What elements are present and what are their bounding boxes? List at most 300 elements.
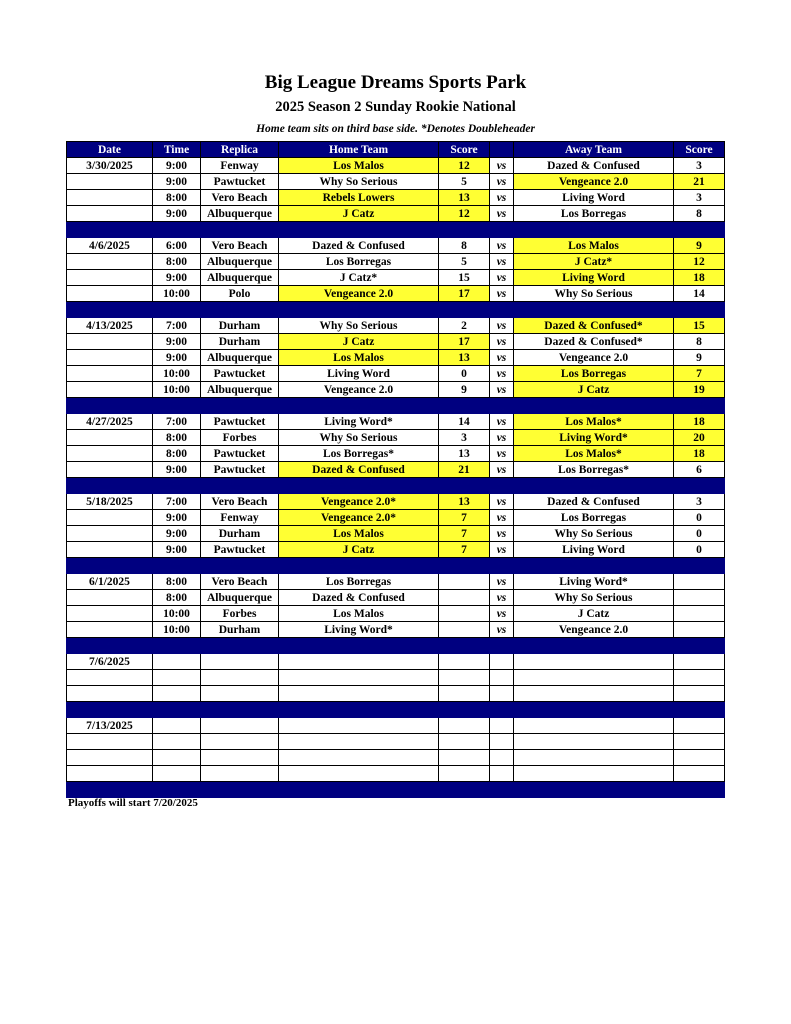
- home-team-cell: [279, 654, 439, 670]
- col-vs: [490, 142, 514, 158]
- table-row: [67, 366, 725, 382]
- replica-cell: [201, 734, 279, 750]
- week-separator: [67, 478, 725, 494]
- replica-cell: [201, 766, 279, 782]
- away-score-cell: 18: [674, 270, 725, 286]
- date-cell: [67, 430, 153, 446]
- replica-cell: Albuquerque: [201, 254, 279, 270]
- home-score-cell: 5: [439, 174, 490, 190]
- table-row: [67, 350, 725, 366]
- home-team-cell: Living Word*: [279, 622, 439, 638]
- date-cell: [67, 270, 153, 286]
- date-cell: [67, 366, 153, 382]
- away-score-cell: 18: [674, 446, 725, 462]
- away-team-cell: [514, 766, 674, 782]
- home-score-cell: 13: [439, 350, 490, 366]
- vs-cell: [490, 734, 514, 750]
- home-team-cell: Why So Serious: [279, 174, 439, 190]
- away-score-cell: [674, 686, 725, 702]
- replica-cell: Vero Beach: [201, 190, 279, 206]
- away-team-cell: [514, 718, 674, 734]
- home-team-cell: Vengeance 2.0: [279, 286, 439, 302]
- away-score-cell: 3: [674, 158, 725, 174]
- vs-cell: vs: [490, 526, 514, 542]
- time-cell: 8:00: [153, 254, 201, 270]
- home-team-cell: Dazed & Confused: [279, 590, 439, 606]
- home-team-cell: Vengeance 2.0: [279, 382, 439, 398]
- date-cell: [67, 510, 153, 526]
- replica-cell: Vero Beach: [201, 238, 279, 254]
- replica-cell: Albuquerque: [201, 270, 279, 286]
- replica-cell: Albuquerque: [201, 590, 279, 606]
- table-row: [67, 766, 725, 782]
- away-score-cell: 3: [674, 190, 725, 206]
- home-team-cell: J Catz: [279, 206, 439, 222]
- away-score-cell: 9: [674, 238, 725, 254]
- replica-cell: Albuquerque: [201, 382, 279, 398]
- replica-cell: Albuquerque: [201, 350, 279, 366]
- away-score-cell: [674, 574, 725, 590]
- away-team-cell: Los Borregas: [514, 206, 674, 222]
- away-team-cell: [514, 686, 674, 702]
- home-team-cell: Los Borregas: [279, 574, 439, 590]
- away-score-cell: 8: [674, 206, 725, 222]
- home-score-cell: 13: [439, 494, 490, 510]
- home-score-cell: 5: [439, 254, 490, 270]
- home-score-cell: 8: [439, 238, 490, 254]
- replica-cell: Pawtucket: [201, 462, 279, 478]
- away-score-cell: 0: [674, 526, 725, 542]
- home-team-cell: Los Malos: [279, 350, 439, 366]
- home-score-cell: 17: [439, 334, 490, 350]
- time-cell: 8:00: [153, 430, 201, 446]
- away-score-cell: 8: [674, 334, 725, 350]
- col-home-score: Score: [439, 142, 490, 158]
- replica-cell: Vero Beach: [201, 574, 279, 590]
- home-team-cell: Why So Serious: [279, 430, 439, 446]
- vs-cell: vs: [490, 414, 514, 430]
- date-cell: [67, 670, 153, 686]
- home-team-cell: Los Borregas: [279, 254, 439, 270]
- home-score-cell: 3: [439, 430, 490, 446]
- vs-cell: vs: [490, 318, 514, 334]
- replica-cell: Albuquerque: [201, 206, 279, 222]
- separator-bar: [67, 398, 725, 414]
- away-team-cell: [514, 750, 674, 766]
- home-score-cell: 21: [439, 462, 490, 478]
- separator-bar: [67, 558, 725, 574]
- vs-cell: [490, 750, 514, 766]
- home-score-cell: 7: [439, 526, 490, 542]
- home-score-cell: [439, 750, 490, 766]
- away-team-cell: Why So Serious: [514, 526, 674, 542]
- home-team-cell: Los Borregas*: [279, 446, 439, 462]
- home-score-cell: 13: [439, 190, 490, 206]
- table-row: [67, 414, 725, 430]
- replica-cell: [201, 686, 279, 702]
- table-row: [67, 254, 725, 270]
- time-cell: 9:00: [153, 334, 201, 350]
- page-subtitle: 2025 Season 2 Sunday Rookie National: [275, 99, 516, 115]
- week-separator: [67, 222, 725, 238]
- table-row: [67, 510, 725, 526]
- away-score-cell: [674, 750, 725, 766]
- away-team-cell: Los Malos*: [514, 446, 674, 462]
- home-team-cell: J Catz: [279, 334, 439, 350]
- away-team-cell: Los Malos*: [514, 414, 674, 430]
- home-score-cell: [439, 590, 490, 606]
- date-cell: [67, 542, 153, 558]
- home-team-cell: Dazed & Confused: [279, 238, 439, 254]
- away-score-cell: [674, 622, 725, 638]
- time-cell: [153, 734, 201, 750]
- home-score-cell: 12: [439, 206, 490, 222]
- vs-cell: vs: [490, 254, 514, 270]
- away-team-cell: Why So Serious: [514, 590, 674, 606]
- home-score-cell: 13: [439, 446, 490, 462]
- time-cell: 10:00: [153, 382, 201, 398]
- replica-cell: Forbes: [201, 606, 279, 622]
- home-score-cell: [439, 734, 490, 750]
- away-score-cell: 0: [674, 510, 725, 526]
- vs-cell: vs: [490, 574, 514, 590]
- week-separator: [67, 558, 725, 574]
- home-team-cell: Dazed & Confused: [279, 462, 439, 478]
- table-row: [67, 574, 725, 590]
- replica-cell: [201, 750, 279, 766]
- home-score-cell: [439, 654, 490, 670]
- away-team-cell: Los Borregas: [514, 510, 674, 526]
- away-team-cell: [514, 734, 674, 750]
- replica-cell: Pawtucket: [201, 414, 279, 430]
- home-team-cell: J Catz*: [279, 270, 439, 286]
- away-team-cell: Living Word*: [514, 574, 674, 590]
- home-team-cell: [279, 766, 439, 782]
- replica-cell: Vero Beach: [201, 494, 279, 510]
- home-team-cell: Vengeance 2.0*: [279, 494, 439, 510]
- home-score-cell: [439, 670, 490, 686]
- time-cell: 9:00: [153, 270, 201, 286]
- table-row: [67, 382, 725, 398]
- away-team-cell: Why So Serious: [514, 286, 674, 302]
- home-team-cell: [279, 734, 439, 750]
- away-score-cell: 12: [674, 254, 725, 270]
- time-cell: [153, 766, 201, 782]
- week-separator: [67, 302, 725, 318]
- vs-cell: vs: [490, 190, 514, 206]
- home-score-cell: [439, 606, 490, 622]
- date-cell: [67, 766, 153, 782]
- header-row: [67, 142, 725, 158]
- date-cell: [67, 190, 153, 206]
- vs-cell: vs: [490, 366, 514, 382]
- time-cell: 8:00: [153, 574, 201, 590]
- home-team-cell: [279, 750, 439, 766]
- away-team-cell: Dazed & Confused: [514, 158, 674, 174]
- table-row: [67, 622, 725, 638]
- vs-cell: [490, 718, 514, 734]
- away-score-cell: 3: [674, 494, 725, 510]
- home-team-cell: Why So Serious: [279, 318, 439, 334]
- col-date: Date: [67, 142, 153, 158]
- replica-cell: Pawtucket: [201, 174, 279, 190]
- away-team-cell: J Catz*: [514, 254, 674, 270]
- date-cell: [67, 382, 153, 398]
- date-cell: [67, 750, 153, 766]
- vs-cell: vs: [490, 590, 514, 606]
- home-score-cell: [439, 718, 490, 734]
- replica-cell: Durham: [201, 334, 279, 350]
- vs-cell: vs: [490, 430, 514, 446]
- vs-cell: [490, 670, 514, 686]
- date-cell: [67, 606, 153, 622]
- away-score-cell: [674, 718, 725, 734]
- vs-cell: vs: [490, 334, 514, 350]
- vs-cell: [490, 654, 514, 670]
- home-score-cell: 7: [439, 510, 490, 526]
- note-text: Home team sits on third base side. *Denotes Doubleheader: [256, 123, 535, 135]
- replica-cell: Forbes: [201, 430, 279, 446]
- col-replica: Replica: [201, 142, 279, 158]
- date-cell: [67, 334, 153, 350]
- away-team-cell: Vengeance 2.0: [514, 350, 674, 366]
- table-row: [67, 334, 725, 350]
- vs-cell: vs: [490, 238, 514, 254]
- time-cell: 9:00: [153, 462, 201, 478]
- away-team-cell: J Catz: [514, 606, 674, 622]
- table-row: [67, 174, 725, 190]
- replica-cell: Polo: [201, 286, 279, 302]
- table-row: [67, 494, 725, 510]
- date-cell: 4/27/2025: [67, 414, 153, 430]
- replica-cell: Durham: [201, 526, 279, 542]
- time-cell: 9:00: [153, 174, 201, 190]
- week-separator: [67, 398, 725, 414]
- away-team-cell: Los Borregas*: [514, 462, 674, 478]
- date-cell: 4/6/2025: [67, 238, 153, 254]
- table-row: [67, 238, 725, 254]
- home-score-cell: 14: [439, 414, 490, 430]
- home-score-cell: [439, 574, 490, 590]
- vs-cell: vs: [490, 382, 514, 398]
- time-cell: 8:00: [153, 446, 201, 462]
- home-score-cell: 9: [439, 382, 490, 398]
- vs-cell: vs: [490, 286, 514, 302]
- table-row: [67, 446, 725, 462]
- away-score-cell: 0: [674, 542, 725, 558]
- time-cell: 9:00: [153, 510, 201, 526]
- time-cell: 8:00: [153, 190, 201, 206]
- away-score-cell: [674, 590, 725, 606]
- vs-cell: vs: [490, 350, 514, 366]
- date-cell: [67, 526, 153, 542]
- away-team-cell: Vengeance 2.0: [514, 174, 674, 190]
- away-team-cell: Dazed & Confused*: [514, 334, 674, 350]
- away-score-cell: 18: [674, 414, 725, 430]
- away-score-cell: [674, 654, 725, 670]
- replica-cell: Pawtucket: [201, 366, 279, 382]
- date-cell: 7/6/2025: [67, 654, 153, 670]
- away-score-cell: [674, 670, 725, 686]
- table-row: [67, 318, 725, 334]
- home-score-cell: 2: [439, 318, 490, 334]
- date-cell: 4/13/2025: [67, 318, 153, 334]
- away-team-cell: Living Word: [514, 270, 674, 286]
- vs-cell: [490, 766, 514, 782]
- table-row: [67, 590, 725, 606]
- away-score-cell: 21: [674, 174, 725, 190]
- home-score-cell: 7: [439, 542, 490, 558]
- replica-cell: Pawtucket: [201, 542, 279, 558]
- col-home-team: Home Team: [279, 142, 439, 158]
- home-score-cell: [439, 766, 490, 782]
- time-cell: 6:00: [153, 238, 201, 254]
- replica-cell: [201, 718, 279, 734]
- away-team-cell: Los Malos: [514, 238, 674, 254]
- home-team-cell: Vengeance 2.0*: [279, 510, 439, 526]
- footer-note: Playoffs will start 7/20/2025: [68, 797, 198, 809]
- schedule-note: [0, 123, 791, 135]
- time-cell: 7:00: [153, 494, 201, 510]
- away-score-cell: 15: [674, 318, 725, 334]
- table-row: [67, 718, 725, 734]
- away-team-cell: Dazed & Confused*: [514, 318, 674, 334]
- vs-cell: vs: [490, 622, 514, 638]
- vs-cell: vs: [490, 462, 514, 478]
- table-row: [67, 670, 725, 686]
- page-title: Big League Dreams Sports Park: [264, 72, 527, 93]
- home-team-cell: Los Malos: [279, 526, 439, 542]
- table-row: [67, 462, 725, 478]
- table-row: [67, 526, 725, 542]
- home-score-cell: [439, 686, 490, 702]
- home-score-cell: 0: [439, 366, 490, 382]
- col-time: Time: [153, 142, 201, 158]
- table-row: [67, 270, 725, 286]
- schedule-table: [66, 141, 725, 798]
- table-row: [67, 286, 725, 302]
- home-score-cell: 15: [439, 270, 490, 286]
- table-row: [67, 430, 725, 446]
- table-row: [67, 606, 725, 622]
- replica-cell: Pawtucket: [201, 446, 279, 462]
- vs-cell: vs: [490, 206, 514, 222]
- separator-bar: [67, 222, 725, 238]
- table-row: [67, 158, 725, 174]
- time-cell: [153, 654, 201, 670]
- date-cell: [67, 686, 153, 702]
- replica-cell: [201, 670, 279, 686]
- time-cell: [153, 718, 201, 734]
- date-cell: 7/13/2025: [67, 718, 153, 734]
- vs-cell: vs: [490, 446, 514, 462]
- home-team-cell: Living Word*: [279, 414, 439, 430]
- replica-cell: Fenway: [201, 510, 279, 526]
- vs-cell: vs: [490, 510, 514, 526]
- date-cell: 6/1/2025: [67, 574, 153, 590]
- col-away-team: Away Team: [514, 142, 674, 158]
- vs-cell: [490, 686, 514, 702]
- date-cell: 3/30/2025: [67, 158, 153, 174]
- time-cell: 10:00: [153, 366, 201, 382]
- table-row: [67, 686, 725, 702]
- time-cell: 8:00: [153, 590, 201, 606]
- replica-cell: Durham: [201, 622, 279, 638]
- date-cell: [67, 206, 153, 222]
- away-team-cell: Dazed & Confused: [514, 494, 674, 510]
- home-team-cell: Living Word: [279, 366, 439, 382]
- away-team-cell: J Catz: [514, 382, 674, 398]
- vs-cell: vs: [490, 174, 514, 190]
- table-row: [67, 190, 725, 206]
- week-separator: [67, 638, 725, 654]
- away-team-cell: [514, 670, 674, 686]
- replica-cell: Durham: [201, 318, 279, 334]
- away-score-cell: 20: [674, 430, 725, 446]
- table-row: [67, 734, 725, 750]
- home-score-cell: [439, 622, 490, 638]
- date-cell: [67, 590, 153, 606]
- date-cell: [67, 254, 153, 270]
- time-cell: 10:00: [153, 606, 201, 622]
- time-cell: [153, 686, 201, 702]
- time-cell: 9:00: [153, 350, 201, 366]
- vs-cell: vs: [490, 270, 514, 286]
- date-cell: [67, 446, 153, 462]
- away-score-cell: [674, 766, 725, 782]
- date-cell: 5/18/2025: [67, 494, 153, 510]
- separator-bar: [67, 302, 725, 318]
- replica-cell: Fenway: [201, 158, 279, 174]
- away-team-cell: [514, 654, 674, 670]
- away-score-cell: [674, 606, 725, 622]
- home-team-cell: Los Malos: [279, 158, 439, 174]
- date-cell: [67, 350, 153, 366]
- away-score-cell: 9: [674, 350, 725, 366]
- home-team-cell: Los Malos: [279, 606, 439, 622]
- away-team-cell: Living Word: [514, 542, 674, 558]
- col-away-score: Score: [674, 142, 725, 158]
- table-row: [67, 750, 725, 766]
- table-row: [67, 206, 725, 222]
- away-team-cell: Vengeance 2.0: [514, 622, 674, 638]
- away-score-cell: 6: [674, 462, 725, 478]
- separator-bar: [67, 782, 725, 798]
- home-score-cell: 17: [439, 286, 490, 302]
- home-team-cell: [279, 718, 439, 734]
- away-score-cell: 19: [674, 382, 725, 398]
- home-score-cell: 12: [439, 158, 490, 174]
- vs-cell: vs: [490, 542, 514, 558]
- separator-bar: [67, 702, 725, 718]
- date-cell: [67, 734, 153, 750]
- separator-bar: [67, 638, 725, 654]
- time-cell: 9:00: [153, 542, 201, 558]
- date-cell: [67, 174, 153, 190]
- replica-cell: [201, 654, 279, 670]
- date-cell: [67, 286, 153, 302]
- time-cell: [153, 670, 201, 686]
- time-cell: 10:00: [153, 286, 201, 302]
- away-score-cell: [674, 734, 725, 750]
- time-cell: 9:00: [153, 158, 201, 174]
- time-cell: 7:00: [153, 414, 201, 430]
- time-cell: 9:00: [153, 206, 201, 222]
- week-separator: [67, 782, 725, 798]
- vs-cell: vs: [490, 158, 514, 174]
- home-team-cell: Rebels Lowers: [279, 190, 439, 206]
- home-team-cell: J Catz: [279, 542, 439, 558]
